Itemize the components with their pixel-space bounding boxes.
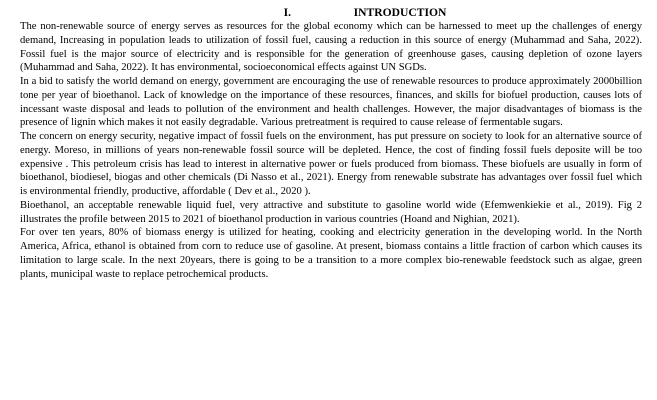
paragraph-bioethanol-demand: In a bid to satisfy the world demand on energy, government are encouraging the use of renewable resources to produce approximately 2000billion tone per year of bioethanol. Lack of knowledge on the importance of these resources, finances, and skills for biofuel production, causes lots of incessant waste disposal and leads to pollution of the environment and health challenges. However, the major disadvantages of biomass is the presence of lignin which makes it not easily degradable. Various pretreatment is required to cause release of fermentable sugars.: [20, 76, 642, 129]
paragraph-energy-demand: The non-renewable source of energy serves as resources for the global economy which can be harnessed to meet up the challenges of energy demand, Increasing in population leads to utilization of fossil fuel, causing a reduction in this source of energy (Muhammad and Saha, 2022). Fossil fuel is the major source of electricity and is responsible for the generation of greenhouse gases, causing depletion of ozone layers (Muhammad and Saha, 2022). It has environmental, socioeconomical effects against UN SGDs.: [20, 21, 642, 74]
paragraph-energy-security: The concern on energy security, negative impact of fossil fuels on the environment, has put pressure on society to look for an alternative source of energy. Moreso, in millions of years non-renewable fossil source will be depleted. Hence, the cost of finding fossil fuels deposite will be too expensive . This petroleum crisis has lead to interest in alternative power or fuels produced from biomass. These biofuels are usually in form of bioethanol, biodiesel, biogas and other chemicals (Di Nasso et al., 2021). Energy from renewable substrate has advantages over fossil fuel which is environmental friendly, productive, affordable ( Dev et al., 2020 ).: [20, 131, 642, 197]
section-heading: [54, 5, 657, 20]
paragraph-biomass-energy: For over ten years, 80% of biomass energy is utilized for heating, cooking and electricity generation in the developing world. In the North America, Africa, ethanol is obtained from corn to reduce use of gasoline. At present, biomass contains a little fraction of carbon which causes its limitation to large scale. In the next 20years, there is going to be a transition to a more complex bio-renewable feedstock such as algae, green plants, municipal waste to replace petrochemical products.: [20, 227, 642, 280]
section-number: I.: [283, 6, 292, 19]
paper-page: [20, 5, 642, 281]
section-title: INTRODUCTION: [353, 6, 447, 19]
paragraph-bioethanol-fuel: Bioethanol, an acceptable renewable liquid fuel, very attractive and substitute to gasoline world wide (Efemwenkiekie et al., 2019). Fig 2 illustrates the profile between 2015 to 2021 of bioethanol production in various countries (Hoand and Nighian, 2021).: [20, 199, 642, 225]
